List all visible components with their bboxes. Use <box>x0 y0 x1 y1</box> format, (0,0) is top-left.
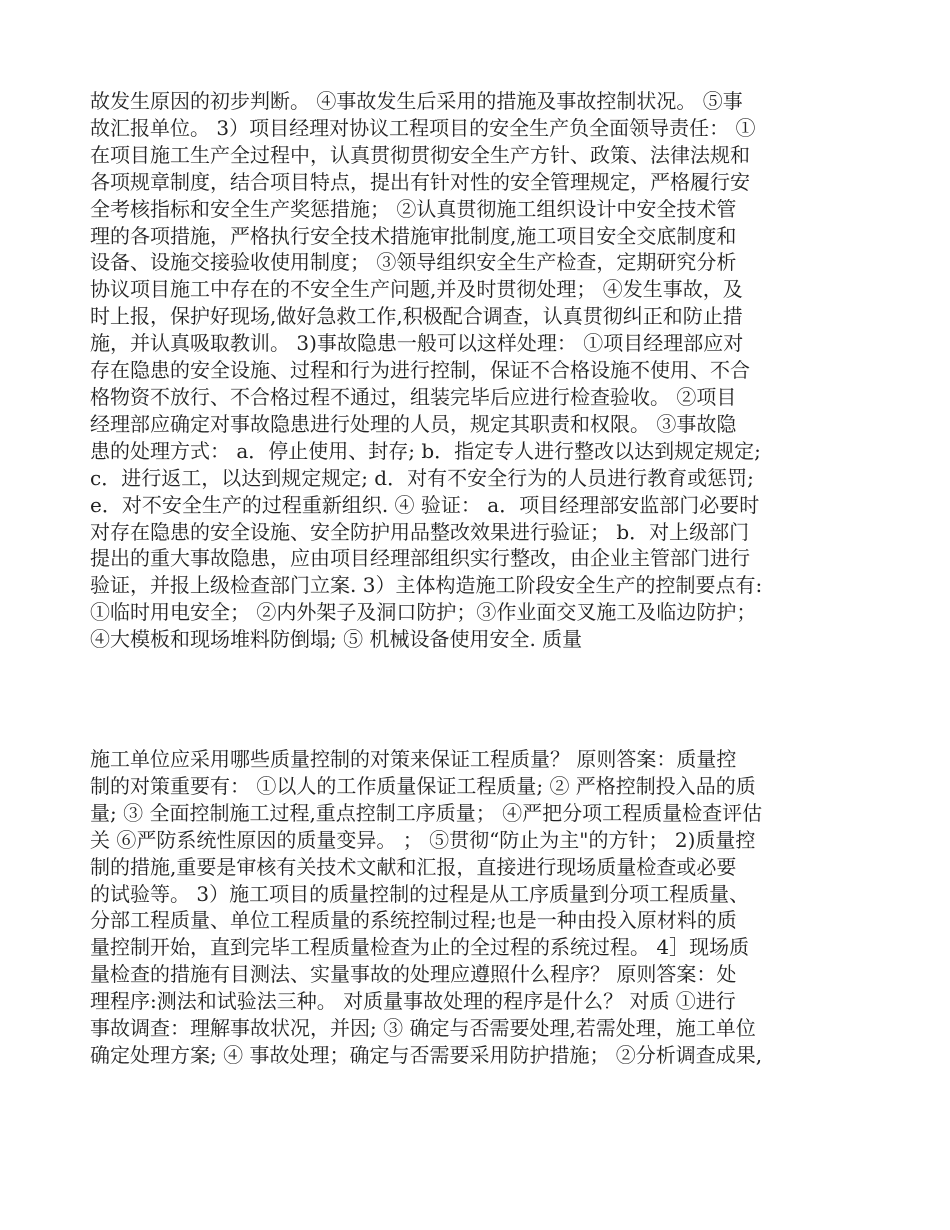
text-line: 量检查的措施有目测法、实量事故的处理应遵照什么程序？ 原则答案：处 <box>90 962 737 987</box>
text-line: 时上报，保护好现场,做好急救工作,积极配合调查，认真贯彻纠正和防止措 <box>90 304 743 329</box>
text-line: 关 ⑥严防系统性原因的质量变异。 ； ⑤贯彻“防止为主"的方针； 2)质量控 <box>90 827 756 852</box>
text-line: e．对不安全生产的过程重新组织. ④ 验证： a．项目经理部安监部门必要时 <box>90 492 760 517</box>
text-line: 在项目施工生产全过程中，认真贯彻贯彻安全生产方针、政策、法律法规和 <box>90 142 750 167</box>
text-line: 施工单位应采用哪些质量控制的对策来保证工程质量？ 原则答案：质量控 <box>90 747 737 771</box>
text-line: 故汇报单位。 3）项目经理对协议工程项目的安全生产负全面领导责任： ① <box>90 115 756 140</box>
text-line: ④大模板和现场堆料防倒塌; ⑤ 机械设备使用安全. 质量 <box>90 627 583 652</box>
text-line: 确定处理方案; ④ 事故处理；确定与否需要采用防护措施； ②分析调查成果, <box>90 1042 763 1067</box>
text-line: 制的对策重要有： ①以人的工作质量保证工程质量; ② 严格控制投入品的质 <box>90 773 756 798</box>
text-line: 事故调查：理解事故状况，并因; ③ 确定与否需要处理,若需处理，施工单位 <box>90 1016 756 1041</box>
text-line: 量; ③ 全面控制施工过程,重点控制工序质量； ④严把分项工程质量检查评估 <box>90 800 763 825</box>
text-line: 理的各项措施，严格执行安全技术措施审批制度,施工项目安全交底制度和 <box>90 223 737 248</box>
paragraph-safety-management <box>90 88 870 653</box>
text-line: c．进行返工，以达到规定规定; d．对有不安全行为的人员进行教育或惩罚; <box>90 465 754 490</box>
text-line: 对存在隐患的安全设施、安全防护用品整改效果进行验证； b．对上级部门 <box>90 519 750 544</box>
text-line: 设备、设施交接验收使用制度； ③领导组织安全生产检查，定期研究分析 <box>90 250 737 275</box>
text-line: 施，并认真吸取教训。 3)事故隐患一般可以这样处理： ①项目经理部应对 <box>90 331 744 356</box>
text-line: 格物资不放行、不合格过程不通过，组装完毕后应进行检查验收。 ②项目 <box>90 384 737 409</box>
text-line: 故发生原因的初步判断。 ④事故发生后采用的措施及事故控制状况。 ⑤事 <box>90 89 743 113</box>
text-line: 提出的重大事故隐患，应由项目经理部组织实行整改，由企业主管部门进行 <box>90 546 750 571</box>
text-line: 的试验等。 3）施工项目的质量控制的过程是从工序质量到分项工程质量、 <box>90 881 750 906</box>
paragraph-quality-control <box>90 746 870 1069</box>
text-line: 验证，并报上级检查部门立案. 3）主体构造施工阶段安全生产的控制要点有: <box>90 573 763 598</box>
text-line: 分部工程质量、单位工程质量的系统控制过程;也是一种由投入原材料的质 <box>90 908 737 933</box>
text-line: 制的措施,重要是审核有关技术文献和汇报，直接进行现场质量检查或必要 <box>90 854 737 879</box>
text-line: 存在隐患的安全设施、过程和行为进行控制，保证不合格设施不使用、不合 <box>90 358 750 383</box>
text-line: ①临时用电安全； ②内外架子及洞口防护；③作业面交叉施工及临边防护； <box>90 600 757 625</box>
text-line: 患的处理方式： a．停止使用、封存; b．指定专人进行整改以达到规定规定; <box>90 438 761 463</box>
text-line: 经理部应确定对事故隐患进行处理的人员，规定其职责和权限。 ③事故隐 <box>90 411 737 436</box>
text-line: 协议项目施工中存在的不安全生产问题,并及时贯彻处理； ④发生事故，及 <box>90 277 743 302</box>
text-line: 理程序:测法和试验法三种。 对质量事故处理的程序是什么？ 对质 ①进行 <box>90 989 736 1014</box>
text-line: 全考核指标和安全生产奖惩措施； ②认真贯彻施工组织设计中安全技术管 <box>90 196 737 221</box>
text-line: 量控制开始，直到完毕工程质量检查为止的全过程的系统过程。 4］现场质 <box>90 935 750 960</box>
text-line: 各项规章制度，结合项目特点，提出有针对性的安全管理规定，严格履行安 <box>90 169 750 194</box>
